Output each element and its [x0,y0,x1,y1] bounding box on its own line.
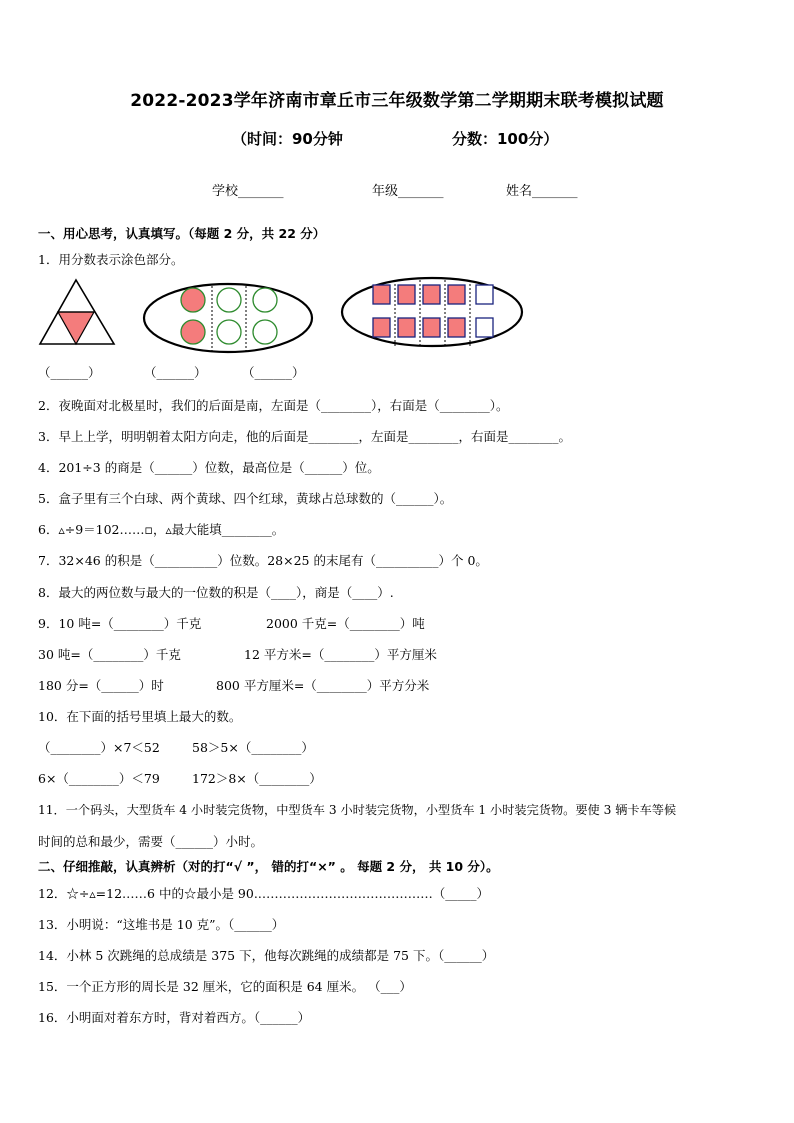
question-6: 6．▵÷9＝102……▫，▵最大能填________。 [38,522,285,537]
question-2: 2．夜晚面对北极星时，我们的后面是南，左面是（________），右面是（________）。 [38,398,509,413]
question-9-c2: 800 平方厘米=（________）平方分米 [216,678,430,693]
question-9-a1: 9．10 吨=（________）千克 [38,616,202,631]
question-1: 1．用分数表示涂色部分。 [38,252,184,267]
grade-field[interactable]: 年级_______ [372,184,444,199]
question-11-line-1: 11．一个码头，大型货车 4 小时装完货物，中型货车 3 小时装完货物，小型货车 1 小时装完货物。要使 3 辆卡车等候 [38,803,677,817]
exam-score: 分数：100分） [452,130,559,148]
question-10-b1: 6×（________）＜79 [38,771,160,786]
question-10-a1: （________）×7＜52 [38,740,160,755]
question-4: 4．201÷3 的商是（______）位数，最高位是（______）位。 [38,460,380,475]
question-11-line-2: 时间的总和最少，需要（______）小时。 [38,834,264,849]
q1-answer-3[interactable]: （______） [242,365,305,380]
question-9-a2: 2000 千克=（________）吨 [266,616,425,631]
question-5: 5．盒子里有三个白球、两个黄球、四个红球，黄球占总球数的（______）。 [38,491,453,506]
exam-title: 2022-2023学年济南市章丘市三年级数学第二学期期末联考模拟试题 [130,91,664,111]
question-9-b2: 12 平方米=（________）平方厘米 [244,647,437,662]
question-7: 7．32×46 的积是（__________）位数。28×25 的末尾有（__________）个 0。 [38,553,488,568]
question-14: 14．小林 5 次跳绳的总成绩是 375 下，他每次跳绳的成绩都是 75 下。（______） [38,948,495,963]
section-1-heading: 一、用心思考，认真填写。（每题 2 分，共 22 分） [38,226,326,241]
question-13: 13．小明说：“这堆书是 10 克”。（______） [38,917,285,932]
question-9-c1: 180 分=（______）时 [38,678,164,693]
question-16: 16．小明面对着东方时，背对着西方。（______） [38,1010,311,1025]
exam-time: （时间：90分钟 [232,130,343,148]
q1-answer-2[interactable]: （______） [144,365,207,380]
question-12: 12．☆÷▵=12……6 中的☆最小是 90.……………………………………（_____） [38,886,490,901]
section-2-heading: 二、仔细推敲，认真辨析（对的打“√ ”， 错的打“×” 。 每题 2 分， 共 10 分）。 [38,859,499,874]
question-10-b2: 172＞8×（________） [192,771,322,786]
triangle-figure [38,278,118,346]
question-10: 10．在下面的括号里填上最大的数。 [38,709,242,724]
question-3: 3．早上上学，明明朝着太阳方向走，他的后面是________，左面是________，右面是________。 [38,429,571,444]
name-field[interactable]: 姓名_______ [506,184,578,199]
squares-figure [340,276,524,348]
school-field[interactable]: 学校_______ [212,184,284,199]
question-15: 15．一个正方形的周长是 32 厘米，它的面积是 64 厘米。 （___） [38,979,412,994]
question-8: 8．最大的两位数与最大的一位数的积是（____），商是（____）. [38,585,394,600]
q1-answer-1[interactable]: （______） [38,365,101,380]
question-9-b1: 30 吨=（________）千克 [38,647,181,662]
circles-figure [142,282,314,354]
question-10-a2: 58＞5×（________） [192,740,314,755]
